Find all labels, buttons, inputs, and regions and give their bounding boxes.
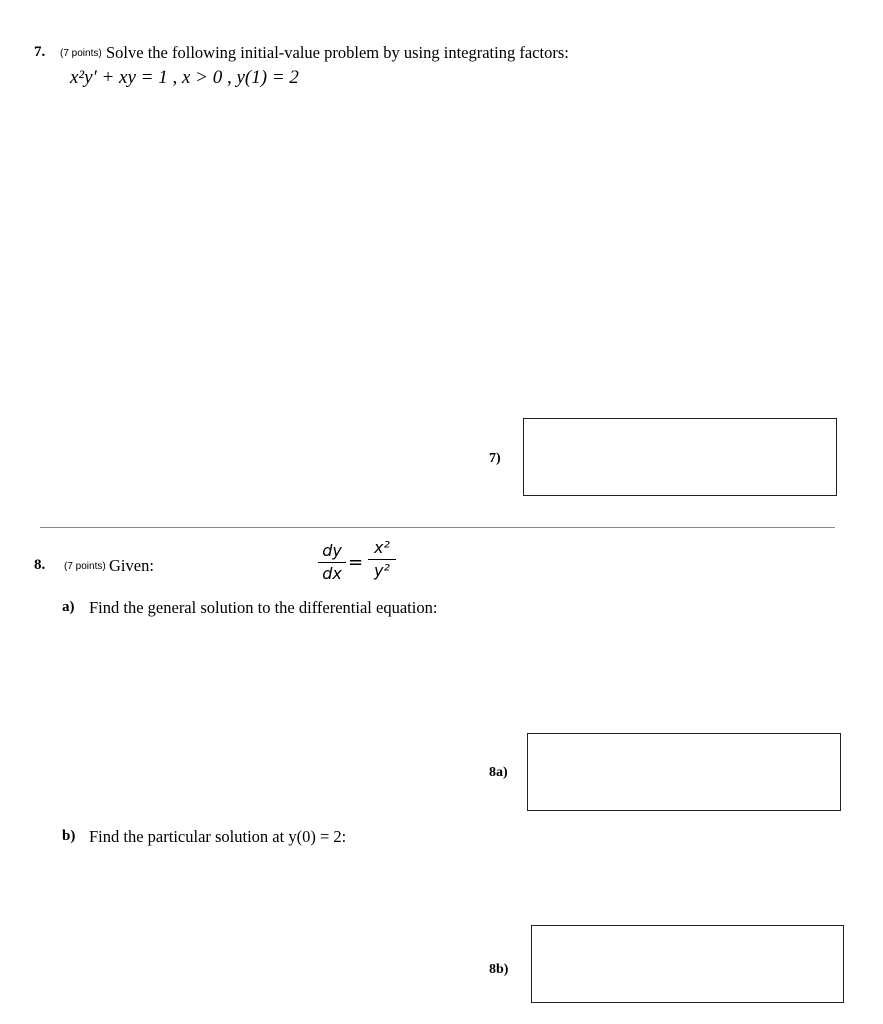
equation-rhs-numerator: x²	[374, 538, 390, 557]
question-8-number: 8.	[34, 557, 46, 573]
equation-rhs-fraction	[368, 538, 396, 580]
part-b-prompt: Find the particular solution at y(0) = 2:	[89, 827, 347, 846]
question-7-prompt: Solve the following initial-value problem by using integrating factors:	[106, 43, 569, 62]
equation-rhs-denominator: y²	[374, 561, 390, 580]
answer-box-8a[interactable]	[527, 733, 841, 811]
question-8-given: Given:	[109, 556, 154, 575]
equation-lhs-fraction	[318, 541, 346, 583]
equation-lhs-denominator: dx	[322, 564, 342, 583]
question-7-points: (7 points)	[60, 48, 102, 59]
part-a-prompt: Find the general solution to the differential equation:	[89, 598, 438, 617]
question-7-equation: x²y′ + xy = 1 , x > 0 , y(1) = 2	[70, 67, 299, 88]
answer-box-7[interactable]	[523, 418, 837, 496]
question-8-points: (7 points)	[64, 561, 106, 572]
part-b-label: b)	[62, 828, 76, 844]
equation-equals-sign: =	[348, 552, 364, 573]
answer-box-8b[interactable]	[531, 925, 844, 1003]
answer-label-8b: 8b)	[489, 962, 509, 977]
part-a-label: a)	[62, 599, 75, 615]
question-7-number: 7.	[34, 44, 46, 60]
equation-rhs-bar	[368, 559, 396, 560]
equation-lhs-bar	[318, 562, 346, 563]
equation-lhs-numerator: dy	[322, 541, 342, 560]
answer-label-8a: 8a)	[489, 765, 508, 780]
section-divider	[40, 527, 835, 528]
answer-label-7: 7)	[489, 451, 501, 466]
